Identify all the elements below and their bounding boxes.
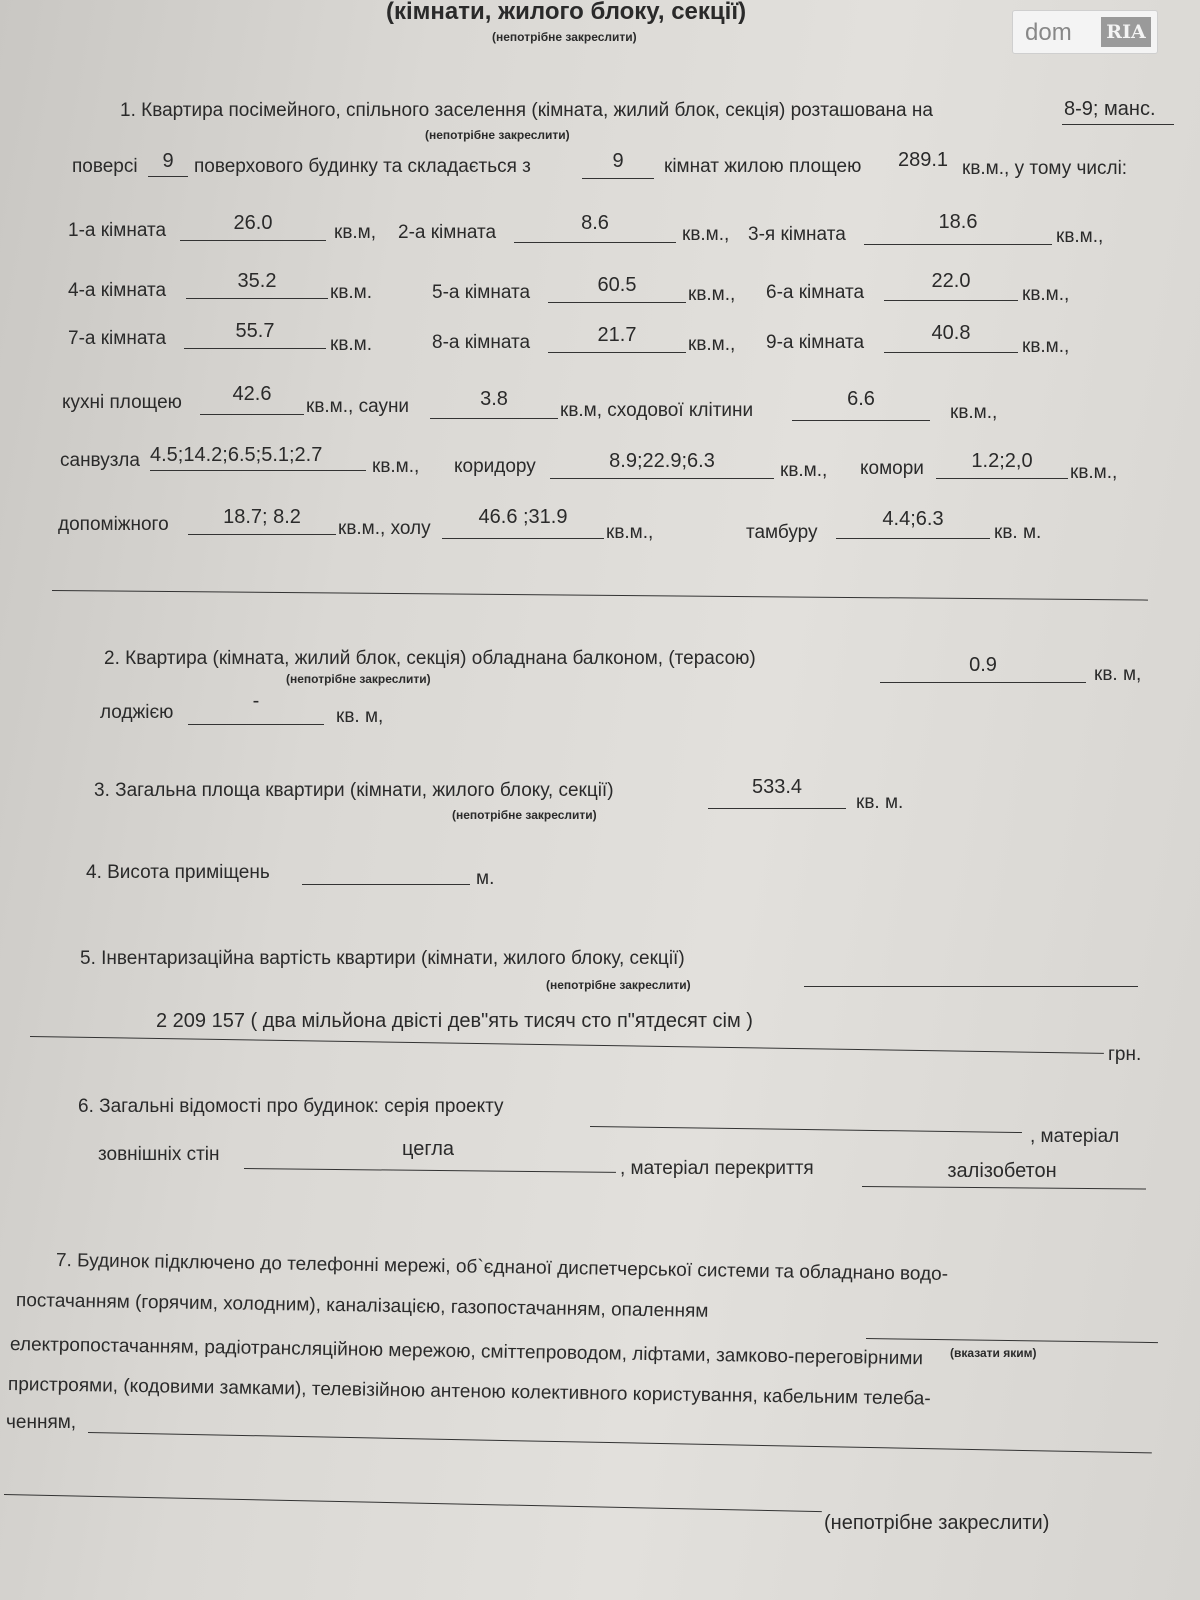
inventory-value: 2 209 157 ( два мільйона двісті дев"ять тисяч сто п"ятдесят сім ) [156, 1010, 753, 1032]
total-area-unit: кв. м. [856, 792, 904, 813]
room-8-underline [548, 352, 686, 353]
watermark-dom-text: dom [1025, 19, 1072, 46]
storage-unit: кв.м., [1070, 462, 1118, 483]
balcony-underline [880, 682, 1086, 683]
section2-note: (непотрібне закреслити) [286, 672, 431, 686]
room-3-unit: кв.м., [1056, 226, 1104, 247]
kitchen-underline [200, 414, 304, 415]
balcony-value: 0.9 [969, 654, 997, 676]
section2-text: 2. Квартира (кімната, жилий блок, секція) обладнана балконом, (терасою) [104, 648, 756, 669]
room-2-label: 2-а кімната [398, 222, 497, 243]
room-9-unit: кв.м., [1022, 336, 1070, 357]
kitchen-label: кухні площею [62, 392, 182, 413]
storage-underline [936, 478, 1068, 479]
section7-line1: 7. Будинок підключено до телефонні мережі, об`єднаної диспетчерської системи та обладнано водо- [55, 1250, 949, 1286]
loggia-value: - [252, 690, 260, 712]
domria-watermark [1012, 10, 1158, 54]
room-count-underline [582, 178, 654, 179]
room-1-unit: кв.м, [334, 222, 377, 243]
room-3-value: 18.6 [938, 211, 978, 233]
walls-label: зовнішніх стін [98, 1144, 220, 1165]
auxiliary-underline [188, 534, 336, 535]
total-area-underline [708, 808, 846, 809]
room-2-underline [514, 242, 676, 243]
ceiling-value: залізобетон [947, 1160, 1057, 1182]
total-floors-value: 9 [162, 150, 174, 172]
room-4-unit: кв.м. [330, 282, 373, 303]
section1-separator [52, 590, 1148, 601]
floor-value: 8-9; манс. [1064, 98, 1156, 120]
sauna-unit: кв.м, сходової клітини [560, 400, 754, 421]
corridor-underline [550, 478, 774, 479]
building-label: поверхового будинку та складається з [194, 156, 531, 177]
room-4-label: 4-а кімната [68, 280, 167, 301]
kitchen-value: 42.6 [232, 383, 272, 405]
corridor-unit: кв.м., [780, 460, 828, 481]
section5-note: (непотрібне закреслити) [546, 978, 691, 992]
inventory-currency: грн. [1108, 1044, 1142, 1065]
room-3-label: 3-я кімната [748, 224, 846, 245]
bathroom-label: санвузла [60, 450, 140, 471]
corridor-value: 8.9;22.9;6.3 [609, 450, 715, 472]
corridor-label: коридору [454, 456, 536, 477]
section3-text: 3. Загальна площа квартири (кімнати, жилого блоку, секції) [94, 780, 614, 801]
room-7-label: 7-а кімната [68, 328, 167, 349]
inventory-underline [30, 1036, 1104, 1054]
section1-note: (непотрібне закреслити) [425, 128, 570, 142]
room-2-unit: кв.м., [682, 224, 730, 245]
section4-text: 4. Висота приміщень [86, 862, 270, 883]
section7-line3: електропостачанням, радіотрансляційною мережою, сміттепроводом, ліфтами, замково-переговірними [9, 1334, 924, 1370]
heating-specify-note: (вказати яким) [950, 1346, 1037, 1360]
walls-underline [244, 1168, 616, 1173]
vestibule-label: тамбуру [746, 522, 818, 543]
project-series-underline [590, 1126, 1022, 1133]
bathroom-unit: кв.м., [372, 456, 420, 477]
room-1-underline [180, 240, 326, 241]
room-4-underline [186, 298, 328, 299]
loggia-underline [188, 724, 324, 725]
heating-underline [866, 1338, 1158, 1343]
walls-value: цегла [401, 1138, 454, 1160]
room-5-label: 5-а кімната [432, 282, 531, 303]
living-area-value: 289.1 [898, 149, 949, 171]
room-6-unit: кв.м., [1022, 284, 1070, 305]
kitchen-unit: кв.м., сауни [306, 396, 410, 417]
section6-text: 6. Загальні відомості про будинок: серія проекту [78, 1096, 504, 1117]
section7-line2: постачанням (горячим, холодним), каналізацією, газопостачанням, опаленням [15, 1290, 709, 1322]
vestibule-value: 4.4;6.3 [882, 508, 944, 530]
room-5-value: 60.5 [597, 274, 637, 296]
living-area-label: кімнат жилою площею [664, 156, 862, 177]
sauna-underline [430, 418, 558, 419]
stairwell-value: 6.6 [847, 388, 875, 410]
section7-note: (непотрібне закреслити) [824, 1512, 1050, 1534]
room-1-label: 1-а кімната [68, 220, 167, 241]
storage-label: комори [860, 458, 924, 479]
bathroom-value: 4.5;14.2;6.5;5.1;2.7 [150, 444, 323, 466]
room-2-value: 8.6 [581, 212, 609, 234]
sauna-value: 3.8 [480, 388, 508, 410]
total-floors-underline [148, 176, 188, 177]
room-9-underline [884, 352, 1018, 353]
room-6-label: 6-а кімната [766, 282, 865, 303]
loggia-unit: кв. м, [336, 706, 384, 727]
title-note: (непотрібне закреслити) [492, 30, 637, 44]
section7-line5: ченням, [6, 1412, 77, 1433]
room-count-value: 9 [612, 150, 624, 172]
section5-text: 5. Інвентаризаційна вартість квартири (кімнати, жилого блоку, секції) [80, 948, 685, 969]
loggia-label: лоджією [100, 702, 174, 723]
cable-tv-underline [88, 1432, 1152, 1453]
room-7-value: 55.7 [235, 320, 275, 342]
room-8-value: 21.7 [597, 324, 637, 346]
room-9-label: 9-а кімната [766, 332, 865, 353]
room-6-value: 22.0 [931, 270, 971, 292]
living-area-suffix: кв.м., у тому числі: [962, 158, 1128, 179]
material-label: , матеріал [1030, 1126, 1120, 1147]
watermark-ria-badge: RIA [1101, 17, 1151, 47]
room-7-unit: кв.м. [330, 334, 373, 355]
hall-underline [442, 538, 604, 539]
section1-intro: 1. Квартира посімейного, спільного заселення (кімната, жилий блок, секція) розташована на [120, 100, 933, 121]
room-8-label: 8-а кімната [432, 332, 531, 353]
room-8-unit: кв.м., [688, 334, 736, 355]
height-unit: м. [476, 868, 495, 889]
balcony-unit: кв. м, [1094, 664, 1142, 685]
auxiliary-label: допоміжного [58, 514, 169, 535]
section7-underline [4, 1494, 822, 1512]
room-4-value: 35.2 [237, 270, 277, 292]
bathroom-underline [150, 470, 366, 471]
page-title: (кімнати, жилого блоку, секції) [386, 0, 747, 25]
room-1-value: 26.0 [233, 212, 273, 234]
section3-note: (непотрібне закреслити) [452, 808, 597, 822]
room-5-unit: кв.м., [688, 284, 736, 305]
vestibule-unit: кв. м. [994, 522, 1042, 543]
section5-underline [804, 986, 1138, 987]
storage-value: 1.2;2,0 [971, 450, 1033, 472]
section7-line4: пристроями, (кодовими замками), телевізійною антеною колективного користування, кабельним телеба- [7, 1374, 931, 1410]
room-3-underline [864, 244, 1052, 245]
room-6-underline [884, 300, 1018, 301]
hall-value: 46.6 ;31.9 [478, 506, 568, 528]
hall-unit: кв.м., [606, 522, 654, 543]
height-underline [302, 884, 470, 885]
ceiling-underline [862, 1186, 1146, 1189]
auxiliary-value: 18.7; 8.2 [223, 506, 301, 528]
vestibule-underline [836, 538, 990, 539]
auxiliary-unit: кв.м., холу [338, 518, 431, 539]
ceiling-label: , матеріал перекриття [620, 1158, 814, 1179]
stairwell-underline [792, 420, 930, 421]
total-area-value: 533.4 [751, 776, 803, 798]
floor-underline [1062, 124, 1174, 125]
stairwell-unit: кв.м., [950, 402, 998, 423]
room-5-underline [548, 302, 686, 303]
room-9-value: 40.8 [931, 322, 971, 344]
floor-label: поверсі [72, 156, 138, 177]
room-7-underline [184, 348, 326, 349]
